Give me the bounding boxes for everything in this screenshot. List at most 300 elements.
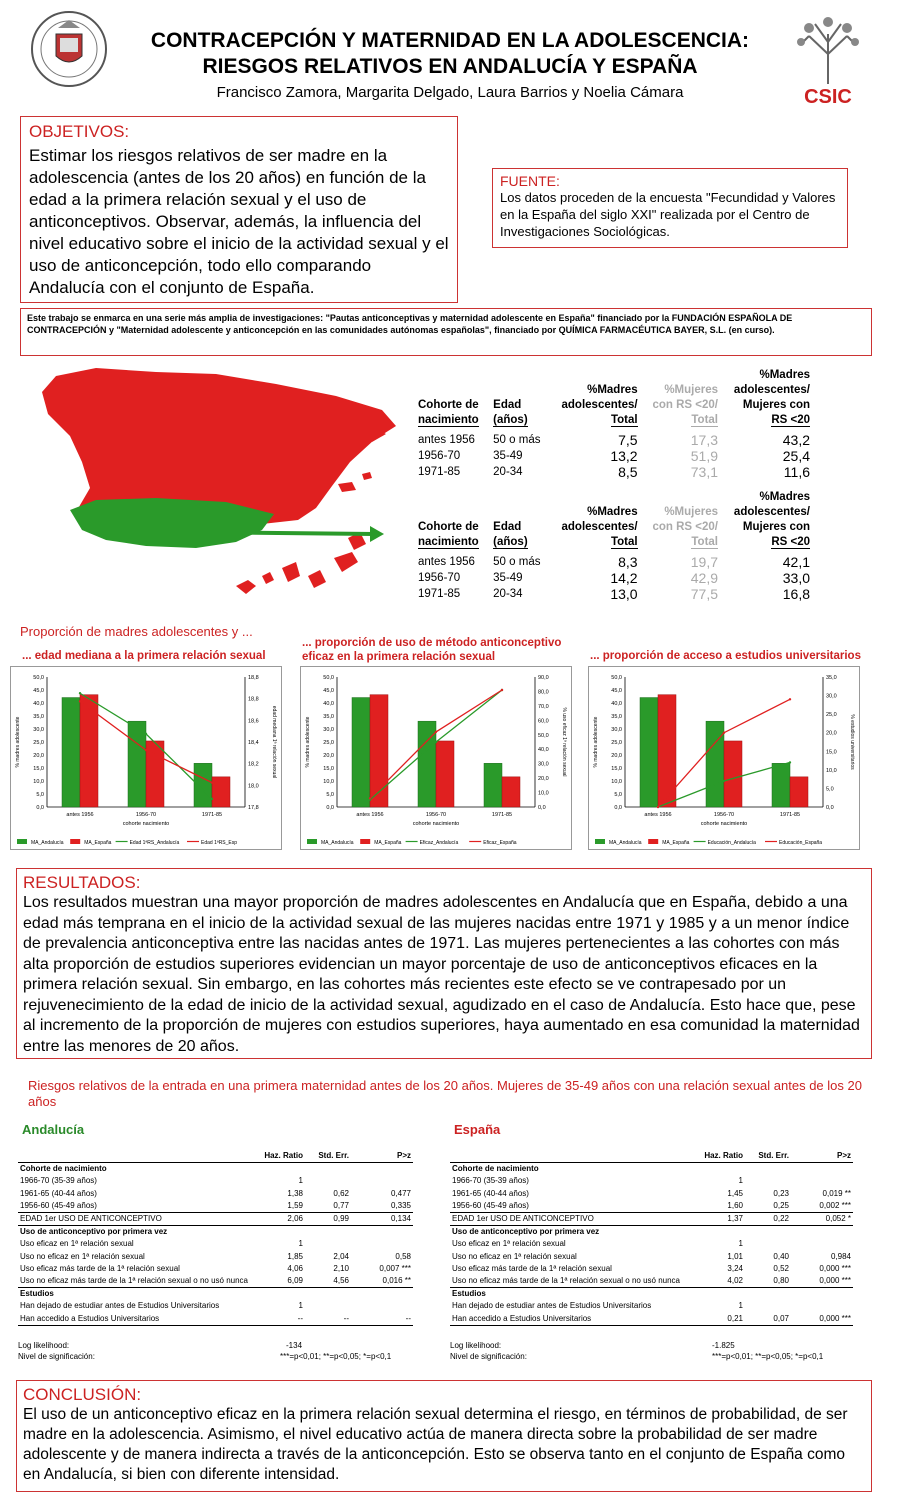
bar-MA_Andalucía bbox=[640, 698, 658, 807]
cell-label: Estudios bbox=[20, 1289, 54, 1299]
col-ratio-3: Mujeres con bbox=[742, 399, 810, 411]
cell-hr: 1,60 bbox=[699, 1200, 745, 1213]
cell-hr: 4,02 bbox=[699, 1275, 745, 1288]
conclusion-text: El uso de un anticonceptivo eficaz en la primera relación sexual determina el riesgo, en términos de probabilidad, de ser madre en la adolescencia. Asimismo, el nivel educativo actúa de manera directa sobre la probabilidad de ser madre adolescente y de manera indirecta a través de la anticoncepción. Esto se observa tanto en el conjunto de España como en Andalucía, si bien con diferente intensidad. bbox=[23, 1406, 848, 1483]
cell-cohorte: 1971-85 bbox=[418, 466, 461, 478]
point-Edad 1ªRS_Andalucía bbox=[145, 733, 147, 735]
x-tick-label: antes 1956 bbox=[66, 812, 94, 818]
csic-label: CSIC bbox=[804, 86, 852, 108]
cell-madres: 13,0 bbox=[610, 586, 638, 602]
objetivos-text: Estimar los riesgos relativos de ser madre en la adolescencia (antes de los 20 años) en función de la edad a la primera relación sexual y el uso de anticonceptivos. Observar, además, la influencia del nivel educativo sobre el inicio de la actividad sexual y el uso de anticoncepción, todo ello comparando Andalucía con el conjunto de España. bbox=[29, 146, 449, 297]
table-row bbox=[450, 1175, 853, 1187]
cell-cohorte: 1956-70 bbox=[418, 450, 461, 462]
y-tick-label: 0,0 bbox=[326, 805, 334, 811]
point-Edad 1ªRS_Esp bbox=[145, 749, 147, 751]
col-ratio-2: adolescentes/ bbox=[733, 506, 810, 518]
point-Eficaz_España bbox=[369, 797, 371, 799]
legend-label: MA_España bbox=[84, 840, 112, 846]
cell-hr: 1,37 bbox=[699, 1213, 745, 1226]
table-row bbox=[414, 448, 814, 464]
cell-se bbox=[745, 1226, 791, 1239]
col-cohorte-2: nacimiento bbox=[418, 536, 479, 548]
chart2-title bbox=[302, 636, 561, 664]
y-tick-label: 10,0 bbox=[611, 779, 622, 785]
legend-label: MA_Andalucía bbox=[321, 840, 354, 846]
y-tick-label: 15,0 bbox=[323, 766, 334, 772]
cell-mujeres: 77,5 bbox=[690, 586, 718, 602]
cell-p: 0,007 *** bbox=[379, 1263, 411, 1273]
col-cohorte-1: Cohorte de bbox=[418, 521, 479, 533]
cell-hr bbox=[699, 1288, 745, 1301]
col-madres-3: Total bbox=[610, 414, 638, 426]
sig-label: Nivel de significación: bbox=[450, 1351, 527, 1361]
bar-MA_España bbox=[80, 695, 98, 807]
cell-hr: 0,21 bbox=[699, 1313, 745, 1326]
sig-label: Nivel de significación: bbox=[18, 1351, 95, 1361]
cell-hr bbox=[259, 1163, 305, 1176]
cell-madres: 14,2 bbox=[610, 570, 638, 586]
cell-se bbox=[305, 1175, 351, 1187]
col-p: P>z bbox=[351, 1150, 413, 1163]
cell-p bbox=[791, 1238, 853, 1250]
legend-label: Educación_España bbox=[779, 840, 823, 846]
cell-se: 0,25 bbox=[745, 1200, 791, 1213]
y-tick-label: 0,0 bbox=[36, 805, 44, 811]
cell-hr: 1,01 bbox=[727, 1251, 743, 1261]
cell-p: 0,002 *** bbox=[791, 1200, 853, 1213]
table-espana bbox=[414, 368, 814, 480]
y2-tick-label: 90,0 bbox=[538, 675, 549, 681]
table-andalucia bbox=[414, 490, 814, 602]
col-mujeres-2: con RS <20/ bbox=[652, 399, 718, 411]
cell-p bbox=[791, 1288, 853, 1301]
col-madres-2: adolescentes/ bbox=[561, 399, 638, 411]
cell-label: 1966-70 (35-39 años) bbox=[452, 1176, 529, 1186]
fuente-box bbox=[492, 168, 848, 248]
y2-tick-label: 17,8 bbox=[248, 805, 259, 811]
cell-label: Cohorte de nacimiento bbox=[452, 1164, 539, 1174]
table-row bbox=[18, 1188, 413, 1200]
cell-madres: 7,5 bbox=[618, 432, 638, 448]
cell-p: 0,052 * bbox=[791, 1213, 853, 1226]
cell-label: Uso eficaz en 1ª relación sexual bbox=[20, 1239, 134, 1249]
col-edad-2: (años) bbox=[493, 536, 528, 548]
point-Educación_España bbox=[789, 698, 791, 700]
chart3-title: ... proporción de acceso a estudios universitarios bbox=[590, 650, 861, 662]
conclusion-heading: CONCLUSIÓN: bbox=[23, 1385, 142, 1404]
legend-swatch bbox=[70, 839, 80, 844]
cell-cohorte: antes 1956 bbox=[418, 556, 475, 568]
table-row bbox=[414, 464, 814, 480]
col-se: Std. Err. bbox=[305, 1150, 351, 1163]
bar-MA_Andalucía bbox=[706, 721, 724, 807]
riesgos-title: Riesgos relativos de la entrada en una primera maternidad antes de los 20 años. Mujeres de 35-49 años con una relación sexual antes de los 20 años bbox=[28, 1078, 862, 1109]
y-tick-label: 35,0 bbox=[323, 714, 334, 720]
y-tick-label: 40,0 bbox=[33, 701, 44, 707]
legend-label: Eficaz_Andalucía bbox=[419, 840, 459, 846]
point-Educación_España bbox=[657, 806, 659, 808]
y2-tick-label: 18,4 bbox=[248, 740, 259, 746]
point-Edad 1ªRS_Esp bbox=[79, 700, 81, 702]
cell-p bbox=[791, 1226, 853, 1239]
cell-se: 0,77 bbox=[305, 1200, 351, 1213]
x-tick-label: 1956-70 bbox=[425, 812, 447, 818]
cell-label: Han accedido a Estudios Universitarios bbox=[450, 1313, 699, 1326]
col-madres-1: %Madres bbox=[587, 506, 638, 518]
y2-tick-label: 35,0 bbox=[826, 675, 837, 681]
andalucia-label: Andalucía bbox=[22, 1122, 85, 1137]
cell-mujeres: 42,9 bbox=[690, 570, 718, 586]
bar-MA_Andalucía bbox=[772, 763, 790, 807]
legend-label: MA_España bbox=[662, 840, 690, 846]
sig-value: ***=p<0,01; **=p<0,05; *=p<0,1 bbox=[712, 1351, 824, 1361]
cell-p: 0,335 bbox=[351, 1200, 413, 1213]
y2-axis-label: % estudios universitarios bbox=[849, 714, 855, 770]
bar-MA_Andalucía bbox=[352, 698, 370, 807]
table-row bbox=[18, 1175, 413, 1187]
cell-ratio: 16,8 bbox=[782, 586, 810, 602]
cell-se: 2,04 bbox=[333, 1251, 349, 1261]
table-row bbox=[450, 1251, 853, 1263]
cell-se bbox=[745, 1238, 791, 1250]
cell-label: 1961-65 (40-44 años) bbox=[452, 1188, 529, 1198]
table-row bbox=[414, 550, 814, 570]
cell-hr: 1 bbox=[738, 1176, 743, 1186]
fuente-heading: FUENTE: bbox=[500, 173, 560, 189]
y-tick-label: 10,0 bbox=[33, 779, 44, 785]
col-ratio-1: %Madres bbox=[759, 369, 810, 381]
legend-label: Eficaz_España bbox=[483, 840, 517, 846]
summary-table-andalucia bbox=[414, 490, 814, 602]
cell-hr: 1 bbox=[298, 1176, 303, 1186]
loglik-value: -134 bbox=[286, 1340, 303, 1350]
cell-hr: 4,06 bbox=[287, 1263, 303, 1273]
cell-se bbox=[745, 1288, 791, 1301]
cell-p bbox=[351, 1175, 413, 1187]
cell-label: 1956-60 (45-49 años) bbox=[450, 1200, 699, 1213]
cell-ratio: 11,6 bbox=[783, 464, 810, 480]
y2-tick-label: 18,2 bbox=[248, 761, 259, 768]
y-tick-label: 45,0 bbox=[611, 688, 622, 694]
y-tick-label: 15,0 bbox=[611, 766, 622, 772]
table-row bbox=[18, 1213, 413, 1226]
y-tick-label: 30,0 bbox=[33, 727, 44, 733]
cell-ratio: 33,0 bbox=[782, 570, 810, 586]
chart2-title-line1: ... proporción de uso de método anticonceptivo bbox=[302, 637, 562, 649]
point-Educación_Andalucía bbox=[789, 761, 791, 763]
x-axis-label: cohorte nacimiento bbox=[700, 821, 748, 827]
table-row bbox=[450, 1300, 853, 1312]
x-axis-label: cohorte nacimiento bbox=[122, 821, 170, 827]
table-row bbox=[450, 1200, 853, 1213]
cell-label: Uso eficaz más tarde de la 1ª relación sexual bbox=[452, 1263, 612, 1273]
cell-p bbox=[791, 1300, 853, 1312]
cell-se: 0,52 bbox=[773, 1263, 789, 1273]
y2-tick-label: 18,6 bbox=[248, 718, 259, 725]
legend-swatch bbox=[17, 839, 27, 844]
legend-label: Edad 1ªRS_Esp bbox=[201, 840, 238, 846]
y2-tick-label: 18,8 bbox=[248, 675, 259, 681]
cell-edad: 20-34 bbox=[493, 588, 523, 600]
cell-label: Cohorte de nacimiento bbox=[20, 1164, 107, 1174]
x-axis-label: cohorte nacimiento bbox=[412, 821, 460, 827]
y2-axis-label: % uso eficaz 1ª relación sexual bbox=[561, 707, 567, 777]
cell-p bbox=[351, 1226, 413, 1239]
cell-hr: -- bbox=[259, 1313, 305, 1326]
cell-p: 0,58 bbox=[395, 1251, 411, 1261]
section-row bbox=[18, 1288, 413, 1301]
title-line-1: CONTRACEPCIÓN Y MATERNIDAD EN LA ADOLESCENCIA: bbox=[150, 29, 750, 52]
y-tick-label: 30,0 bbox=[323, 727, 334, 733]
cell-hr bbox=[259, 1226, 305, 1239]
cell-edad: 35-49 bbox=[493, 450, 523, 462]
cell-se: 0,40 bbox=[773, 1251, 789, 1261]
legend-swatch bbox=[307, 839, 317, 844]
sig-value: ***=p<0,01; **=p<0,05; *=p<0,1 bbox=[280, 1351, 392, 1361]
y-axis-label: % madres adolescente bbox=[593, 716, 599, 768]
cell-se bbox=[745, 1163, 791, 1176]
y-axis-label: % madres adolescente bbox=[15, 716, 21, 768]
y-tick-label: 15,0 bbox=[33, 766, 44, 772]
y-tick-label: 20,0 bbox=[33, 753, 44, 759]
y2-tick-label: 50,0 bbox=[538, 732, 549, 739]
cell-se: 0,07 bbox=[745, 1313, 791, 1326]
col-cohorte-1: Cohorte de bbox=[418, 399, 479, 411]
risk-table-espana bbox=[450, 1150, 853, 1362]
cell-mujeres: 73,1 bbox=[690, 464, 718, 480]
table-row bbox=[18, 1300, 413, 1312]
cell-label: Han dejado de estudiar antes de Estudios Universitarios bbox=[20, 1301, 220, 1311]
y2-tick-label: 25,0 bbox=[826, 712, 837, 719]
cell-se: 0,62 bbox=[333, 1188, 349, 1198]
marco-text: Este trabajo se enmarca en una serie más amplia de investigaciones: "Pautas anticonceptivas y maternidad adolescente en España" financiado por la FUNDACIÓN ESPAÑOLA DE CONTRACEPCIÓN y "Maternidad adolescente y anticoncepción en las comunidades autónomas españolas", financiado por QUÍMICA FARMACÉUTICA BAYER, S.L. (en curso). bbox=[27, 313, 793, 335]
cell-se bbox=[305, 1238, 351, 1250]
cell-p: 0,000 *** bbox=[791, 1313, 853, 1326]
y2-tick-label: 18,8 bbox=[248, 696, 259, 703]
y2-axis-label: edad mediana 1ª relación sexual bbox=[271, 705, 277, 779]
espana-label: España bbox=[454, 1122, 501, 1137]
cell-label: Uso no eficaz más tarde de la 1ª relación sexual o no usó nunca bbox=[18, 1275, 259, 1288]
conclusion-box bbox=[16, 1380, 872, 1492]
y-tick-label: 25,0 bbox=[33, 740, 44, 746]
cell-cohorte: 1971-85 bbox=[418, 588, 461, 600]
x-tick-label: 1971-85 bbox=[779, 812, 801, 818]
cell-p: 0,477 bbox=[390, 1188, 411, 1198]
x-tick-label: 1971-85 bbox=[201, 812, 223, 818]
col-mujeres-2: con RS <20/ bbox=[652, 521, 718, 533]
bar-MA_España bbox=[790, 777, 808, 807]
cell-label: Uso no eficaz más tarde de la 1ª relación sexual o no usó nunca bbox=[450, 1275, 699, 1288]
table-row bbox=[18, 1263, 413, 1275]
y2-tick-label: 30,0 bbox=[538, 761, 549, 768]
bar-MA_España bbox=[212, 777, 230, 807]
cell-label: Uso eficaz más tarde de la 1ª relación sexual bbox=[20, 1263, 180, 1273]
y2-tick-label: 30,0 bbox=[826, 693, 837, 700]
cell-se: 0,80 bbox=[745, 1275, 791, 1288]
y2-tick-label: 70,0 bbox=[538, 703, 549, 710]
cell-ratio: 43,2 bbox=[782, 432, 810, 448]
chart1-title: ... edad mediana a la primera relación sexual bbox=[22, 650, 266, 662]
table-row bbox=[18, 1238, 413, 1250]
cell-label: Uso no eficaz en 1ª relación sexual bbox=[20, 1251, 145, 1261]
y2-tick-label: 20,0 bbox=[538, 776, 549, 783]
col-mujeres-1: %Mujeres bbox=[664, 384, 718, 396]
cell-mujeres: 19,7 bbox=[690, 554, 718, 570]
y-tick-label: 0,0 bbox=[614, 805, 622, 811]
table-row bbox=[18, 1275, 413, 1288]
cell-hr bbox=[699, 1163, 745, 1176]
legend-label: MA_Andalucía bbox=[609, 840, 642, 846]
legend-swatch bbox=[595, 839, 605, 844]
table-row bbox=[450, 1275, 853, 1288]
title-line-2: RIESGOS RELATIVOS EN ANDALUCÍA Y ESPAÑA bbox=[202, 55, 698, 78]
table-row bbox=[414, 570, 814, 586]
cell-p bbox=[351, 1238, 413, 1250]
point-Edad 1ªRS_Andalucía bbox=[79, 692, 81, 694]
y-tick-label: 50,0 bbox=[33, 675, 44, 681]
y-tick-label: 30,0 bbox=[611, 727, 622, 733]
col-madres-3: Total bbox=[610, 536, 638, 548]
rr-andalucia bbox=[18, 1150, 413, 1326]
cell-mujeres: 51,9 bbox=[690, 448, 718, 464]
objetivos-box bbox=[20, 116, 458, 303]
y2-tick-label: 0,0 bbox=[826, 805, 834, 811]
cell-label: Han dejado de estudiar antes de Estudios Universitarios bbox=[452, 1301, 652, 1311]
cell-se bbox=[745, 1175, 791, 1187]
legend-label: Educación_Andalucía bbox=[707, 840, 756, 846]
cell-p bbox=[351, 1288, 413, 1301]
cell-hr: 1,85 bbox=[287, 1251, 303, 1261]
y-tick-label: 10,0 bbox=[323, 779, 334, 785]
cell-hr: 1,38 bbox=[287, 1188, 303, 1198]
y-tick-label: 45,0 bbox=[323, 688, 334, 694]
point-Eficaz_España bbox=[501, 689, 503, 691]
y-tick-label: 5,0 bbox=[614, 792, 622, 798]
y-tick-label: 20,0 bbox=[323, 753, 334, 759]
cell-label: 1956-60 (45-49 años) bbox=[18, 1200, 259, 1213]
cell-p bbox=[791, 1175, 853, 1187]
col-edad-1: Edad bbox=[493, 399, 522, 411]
y-tick-label: 25,0 bbox=[611, 740, 622, 746]
bar-MA_Andalucía bbox=[484, 763, 502, 807]
loglik-value: -1.825 bbox=[712, 1340, 735, 1350]
cell-se bbox=[305, 1300, 351, 1312]
cell-hr: 6,09 bbox=[259, 1275, 305, 1288]
cell-hr: 1 bbox=[298, 1239, 303, 1249]
y2-tick-label: 0,0 bbox=[538, 805, 546, 811]
cell-se: 2,10 bbox=[333, 1263, 349, 1273]
chart-2 bbox=[300, 666, 572, 850]
col-ratio-1: %Madres bbox=[759, 491, 810, 503]
bar-MA_Andalucía bbox=[194, 763, 212, 807]
cell-hr: 1,45 bbox=[727, 1188, 743, 1198]
y2-tick-label: 60,0 bbox=[538, 718, 549, 725]
cell-hr: 2,06 bbox=[259, 1213, 305, 1226]
cell-hr: 1 bbox=[298, 1301, 303, 1311]
legend-label: MA_Andalucía bbox=[31, 840, 64, 846]
table-row bbox=[414, 586, 814, 602]
cell-p bbox=[351, 1163, 413, 1176]
cell-label: 1966-70 (35-39 años) bbox=[20, 1176, 97, 1186]
cell-p: 0,134 bbox=[351, 1213, 413, 1226]
table-row bbox=[450, 1188, 853, 1200]
y-tick-label: 40,0 bbox=[323, 701, 334, 707]
y-tick-label: 5,0 bbox=[326, 792, 334, 798]
cell-p bbox=[791, 1163, 853, 1176]
cell-label: Uso de anticonceptivo por primera vez bbox=[20, 1227, 168, 1237]
cell-hr bbox=[699, 1226, 745, 1239]
table-row bbox=[450, 1238, 853, 1250]
cell-edad: 50 o más bbox=[493, 556, 541, 568]
legend-label: MA_España bbox=[374, 840, 402, 846]
y-tick-label: 25,0 bbox=[323, 740, 334, 746]
cell-p: 0,984 bbox=[830, 1251, 851, 1261]
col-p: P>z bbox=[791, 1150, 853, 1163]
cell-se: 0,22 bbox=[745, 1213, 791, 1226]
y2-tick-label: 18,0 bbox=[248, 783, 259, 790]
point-Educación_España bbox=[723, 732, 725, 734]
poster-title bbox=[0, 28, 900, 80]
table-row bbox=[414, 428, 814, 448]
legend-swatch bbox=[648, 839, 658, 844]
col-ratio-4: RS <20 bbox=[771, 536, 810, 548]
cell-hr: 1 bbox=[738, 1301, 743, 1311]
legend-label: Edad 1ªRS_Andalucía bbox=[129, 840, 180, 846]
cell-hr bbox=[259, 1288, 305, 1301]
cell-se: 0,99 bbox=[305, 1213, 351, 1226]
table-row bbox=[18, 1251, 413, 1263]
x-tick-label: 1971-85 bbox=[491, 812, 513, 818]
cell-p bbox=[351, 1300, 413, 1312]
cell-label: Uso no eficaz en 1ª relación sexual bbox=[452, 1251, 577, 1261]
col-ratio-2: adolescentes/ bbox=[733, 384, 810, 396]
y2-tick-label: 10,0 bbox=[826, 767, 837, 774]
cell-p: 0,019 ** bbox=[822, 1188, 851, 1198]
cell-se bbox=[305, 1226, 351, 1239]
chart-1 bbox=[10, 666, 282, 850]
summary-table-espana bbox=[414, 368, 814, 480]
spain-map bbox=[36, 362, 406, 617]
cell-label: 1961-65 (40-44 años) bbox=[20, 1188, 97, 1198]
cell-p: 0,000 *** bbox=[791, 1275, 853, 1288]
table-row bbox=[450, 1313, 853, 1326]
csic-tree-logo bbox=[795, 14, 861, 86]
section-row bbox=[18, 1163, 413, 1176]
cell-p: 0,000 *** bbox=[819, 1263, 851, 1273]
y-tick-label: 50,0 bbox=[323, 675, 334, 681]
cell-madres: 8,3 bbox=[618, 554, 638, 570]
col-madres-2: adolescentes/ bbox=[561, 521, 638, 533]
col-cohorte-2: nacimiento bbox=[418, 414, 479, 426]
cell-ratio: 25,4 bbox=[782, 448, 810, 464]
cell-label: Han accedido a Estudios Universitarios bbox=[18, 1313, 259, 1326]
cell-hr: 1,59 bbox=[259, 1200, 305, 1213]
loglik-label: Log likelihood: bbox=[18, 1340, 70, 1350]
col-ratio-3: Mujeres con bbox=[742, 521, 810, 533]
cell-hr: 1 bbox=[738, 1239, 743, 1249]
cell-edad: 35-49 bbox=[493, 572, 523, 584]
cell-mujeres: 17,3 bbox=[690, 432, 718, 448]
cell-p: 0,016 ** bbox=[351, 1275, 413, 1288]
col-edad-2: (años) bbox=[493, 414, 528, 426]
point-Eficaz_Andalucía bbox=[435, 741, 437, 743]
y2-tick-label: 40,0 bbox=[538, 747, 549, 754]
cell-madres: 13,2 bbox=[610, 448, 638, 464]
legend-swatch bbox=[360, 839, 370, 844]
col-mujeres-1: %Mujeres bbox=[664, 506, 718, 518]
resultados-text: Los resultados muestran una mayor proporción de madres adolescentes en Andalucía que en España, debido a una edad más temprana en el inicio de la actividad sexual de las mujeres nacidas entre 1971 y 1985 y a un menor índice de prevalencia anticonceptiva entre las nacidas antes de 1971. Las mujeres pertenecientes a las cohortes con más alta proporción de estudios superiores evidencian un mayor porcentaje de uso de anticonceptivos eficaces en la primera relación sexual. Sin embargo, en las cohortes más recientes este efecto se ve contrapesado por un rejuvenecimiento de la edad de inicio de la actividad sexual, agudizado en el caso de Andalucía. Esto hace que, pese al incremento de la proporción de mujeres con estudios superiores, haya aumentado en esa comunidad la maternidad entre las menores de 20 años. bbox=[23, 894, 860, 1055]
col-mujeres-3: Total bbox=[691, 536, 718, 548]
